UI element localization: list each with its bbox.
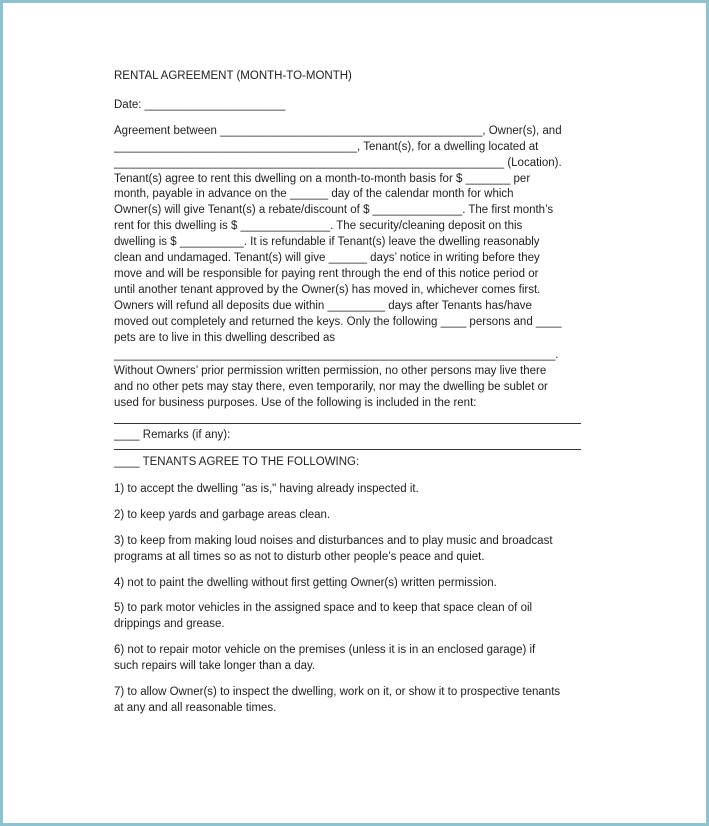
permission-line: Without Owners’ prior permission written permission, no other persons may live there [114,365,547,378]
list-item-line: 7) to allow Owner(s) to inspect the dwelling, work on it, or show it to prospective tenants [114,686,561,699]
remarks-label: ____ Remarks (if any): [114,429,231,442]
intro-line: ______________________________________, Tenant(s), for a dwelling located at [114,140,539,153]
permission-paragraph [114,364,584,412]
terms-line: Tenant(s) agree to rent this dwelling on a month-to-month basis for $ _______ per [114,172,531,185]
date-line: Date: ______________________ [114,98,286,111]
list-item-line: programs at all times so as not to disturb other people’s peace and quiet. [114,550,485,563]
list-item [114,643,584,675]
list-item-line: drippings and grease. [114,618,225,631]
list-item [114,482,584,498]
rental-agreement-document [114,69,584,717]
terms-line: clean and undamaged. Tenant(s) will give ______ days’ notice in writing before they [114,252,540,265]
terms-line: move and will be responsible for paying rent through the end of this notice period or [114,267,539,280]
list-item [114,601,584,633]
document-title: RENTAL AGREEMENT (MONTH-TO-MONTH) [114,70,352,82]
list-item-line: 5) to park motor vehicles in the assigned space and to keep that space clean of oil [114,602,533,615]
blank-rule [114,449,581,450]
terms-paragraph [114,172,584,364]
list-item [114,508,584,524]
intro-paragraph [114,124,584,172]
list-item [114,685,584,717]
agree-heading: ____ TENANTS AGREE TO THE FOLLOWING: [114,456,360,469]
terms-line: pets are to live in this dwelling described as [114,331,336,344]
terms-line: Owner(s) will give Tenant(s) a rebate/discount of $ ______________. The first month’s [114,204,554,217]
permission-line: used for business purposes. Use of the following is included in the rent: [114,397,477,410]
list-item [114,576,584,592]
list-item-line: at any and all reasonable times. [114,702,277,714]
list-item-line: 2) to keep yards and garbage areas clean. [114,508,331,521]
terms-line: rent for this dwelling is $ ______________. The security/cleaning deposit on this [114,220,523,233]
terms-line: _____________________________________________________________________. [114,348,559,361]
terms-line: moved out completely and returned the keys. Only the following ____ persons and ____ [114,315,562,328]
terms-line: dwelling is $ __________. It is refundable if Tenant(s) leave the dwelling reasonably [114,236,540,249]
terms-line: Owners will refund all deposits due within _________ days after Tenants has/have [114,299,532,312]
blank-rule [114,423,581,424]
intro-line: _____________________________________________________________ (Location). [114,156,562,169]
list-item [114,534,584,566]
intro-line: Agreement between _________________________________________, Owner(s), and [114,124,562,137]
list-item-line: 3) to keep from making loud noises and disturbances and to play music and broadcast [114,534,553,547]
list-item-line: 1) to accept the dwelling "as is," having already inspected it. [114,482,419,495]
list-item-line: 6) not to repair motor vehicle on the premises (unless it is in an enclosed garage) if [114,644,536,657]
permission-line: and no other pets may stay there, even temporarily, nor may the dwelling be sublet or [114,381,548,394]
list-item-line: such repairs will take longer than a day. [114,660,316,673]
list-item-line: 4) not to paint the dwelling without first getting Owner(s) written permission. [114,576,497,589]
terms-line: month, payable in advance on the ______ day of the calendar month for which [114,188,514,201]
terms-line: until another tenant approved by the Owner(s) has moved in, whichever comes first. [114,283,541,296]
